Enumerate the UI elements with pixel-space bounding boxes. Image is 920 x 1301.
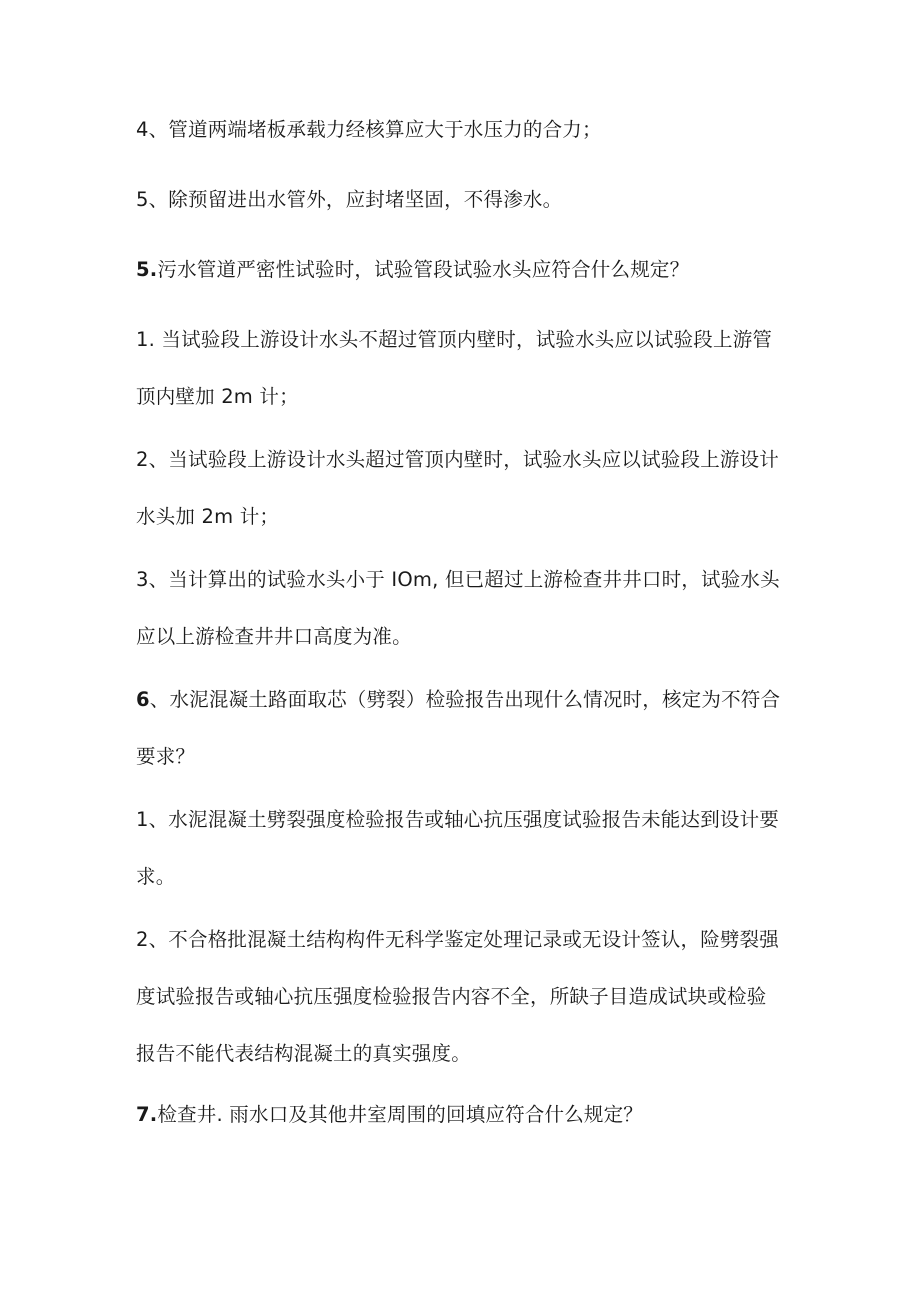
paragraph-4 [136, 431, 786, 545]
paragraph-text: 5、除预留进出水管外，应封堵坚固，不得渗水。 [136, 188, 563, 211]
question-5-heading [136, 241, 786, 298]
paragraph-text: 4、管道两端堵板承载力经核算应大于水压力的合力； [136, 118, 602, 141]
paragraph-3 [136, 311, 786, 425]
question-text: 、水泥混凝土路面取芯（劈裂）检验报告出现什么情况时，核定为不符合要求？ [136, 688, 781, 768]
paragraph-text: 3、当计算出的试验水头小于 IOm, 但已超过上游检查井井口时，试验水头应以上游检查井井口高度为准。 [136, 568, 780, 648]
question-number: 7. [136, 1103, 158, 1126]
paragraph-text: 2、当试验段上游设计水头超过管顶内壁时，试验水头应以试验段上游设计水头加 2m 计； [136, 448, 780, 528]
question-7-heading [136, 1086, 786, 1143]
paragraph-2 [136, 171, 786, 228]
paragraph-5 [136, 551, 786, 665]
paragraph-text: 1、水泥混凝土劈裂强度检验报告或轴心抗压强度试验报告未能达到设计要求。 [136, 808, 780, 888]
question-number: 5. [136, 258, 158, 281]
paragraph-6 [136, 791, 786, 905]
paragraph-7 [136, 911, 786, 1082]
paragraph-1 [136, 101, 786, 158]
question-text: 检查井. 雨水口及其他井室周围的回填应符合什么规定？ [157, 1103, 643, 1126]
paragraph-text: 2、不合格批混凝土结构构件无科学鉴定处理记录或无设计签认，险劈裂强度试验报告或轴心抗压强度检验报告内容不全，所缺子目造成试块或检验报告不能代表结构混凝土的真实强度。 [136, 928, 780, 1065]
paragraph-text: 1. 当试验段上游设计水头不超过管顶内壁时，试验水头应以试验段上游管顶内壁加 2m 计； [136, 328, 773, 408]
question-6-heading [136, 671, 786, 785]
question-number: 6 [136, 688, 150, 711]
question-text: 污水管道严密性试验时，试验管段试验水头应符合什么规定？ [157, 258, 690, 281]
